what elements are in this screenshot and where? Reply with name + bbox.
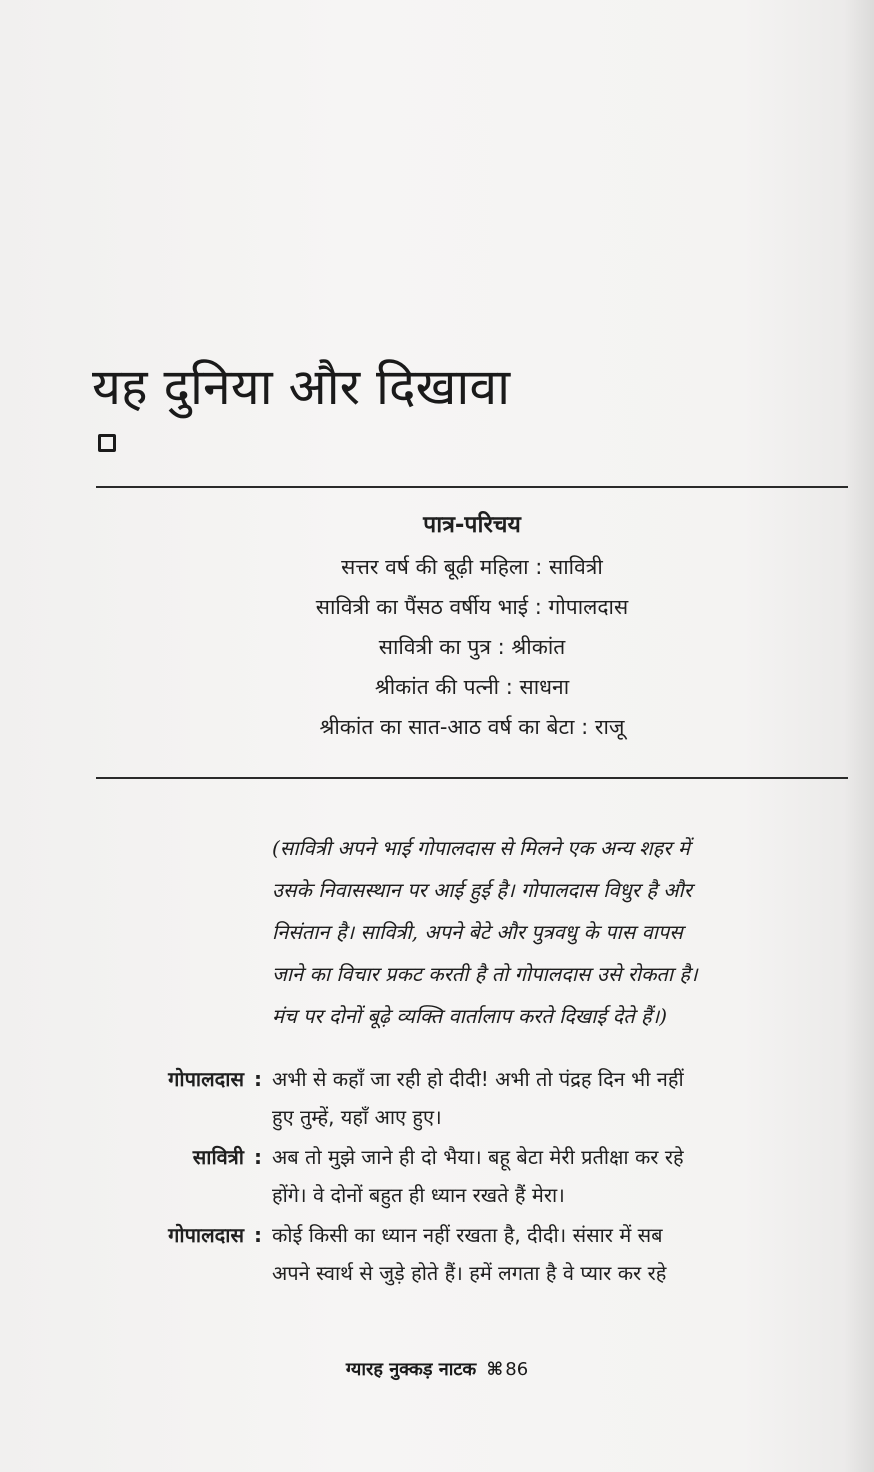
dialogue-entry [96, 1060, 848, 1136]
cast-heading: पात्र-परिचय [423, 512, 521, 538]
dialogue [96, 1060, 848, 1294]
cast-bottom-divider [96, 777, 848, 779]
page-edge-shadow [844, 0, 874, 1472]
speech-line: कोई किसी का ध्यान नहीं रखता है, दीदी। संसार में सब [272, 1223, 663, 1247]
square-bullet-icon [98, 434, 116, 452]
speech-line: होंगे। वे दोनों बहुत ही ध्यान रखते हैं मेरा। [272, 1183, 565, 1207]
cast-line: सत्तर वर्ष की बूढ़ी महिला : सावित्री [341, 555, 603, 579]
footer-book-title: ग्यारह नुक्कड़ नाटक [345, 1359, 477, 1380]
cast-line: सावित्री का पैंसठ वर्षीय भाई : गोपालदास [315, 595, 629, 619]
cast-line: श्रीकांत की पत्नी : साधना [374, 675, 570, 699]
speaker-colon: : [254, 1067, 262, 1091]
page-footer [0, 1356, 874, 1384]
stage-direction [272, 827, 848, 1037]
stage-direction-line: उसके निवासस्थान पर आई हुई है। गोपालदास विधुर है और [272, 878, 692, 902]
stage-direction-line: निसंतान है। सावित्री, अपने बेटे और पुत्रवधु के पास वापस [272, 920, 683, 944]
speaker-name: गोपालदास [168, 1223, 244, 1247]
stage-direction-line: जाने का विचार प्रकट करती है तो गोपालदास उसे रोकता है। [272, 962, 698, 986]
speech-line: अपने स्वार्थ से जुड़े होते हैं। हमें लगता है वे प्यार कर रहे [272, 1261, 667, 1285]
dialogue-entry [96, 1138, 848, 1214]
speech-line: अब तो मुझे जाने ही दो भैया। बहू बेटा मेरी प्रतीक्षा कर रहे [272, 1145, 684, 1169]
play-title: यह दुनिया और दिखावा [92, 358, 511, 416]
speech-line: हुए तुम्हें, यहाँ आए हुए। [272, 1105, 442, 1129]
cast-line: सावित्री का पुत्र : श्रीकांत [378, 635, 566, 659]
cast-list [96, 505, 848, 747]
dialogue-entry [96, 1216, 848, 1292]
speech-text [272, 1060, 848, 1136]
stage-direction-line: (सावित्री अपने भाई गोपालदास से मिलने एक अन्य शहर में [272, 836, 690, 860]
cast-top-divider [96, 486, 848, 488]
speech-text [272, 1216, 848, 1292]
speech-text [272, 1138, 848, 1214]
speaker-name: सावित्री [192, 1145, 244, 1169]
speaker-colon: : [254, 1223, 262, 1247]
cast-line: श्रीकांत का सात-आठ वर्ष का बेटा : राजू [319, 715, 625, 739]
stage-direction-line: मंच पर दोनों बूढ़े व्यक्ति वार्तालाप करते दिखाई देते हैं।) [272, 1004, 668, 1028]
footer-separator-icon: ⌘ [486, 1359, 504, 1380]
speaker-name: गोपालदास [168, 1067, 244, 1091]
speech-line: अभी से कहाँ जा रही हो दीदी! अभी तो पंद्रह दिन भी नहीं [272, 1067, 684, 1091]
speaker-colon: : [254, 1145, 262, 1169]
page-number: 86 [505, 1359, 529, 1380]
